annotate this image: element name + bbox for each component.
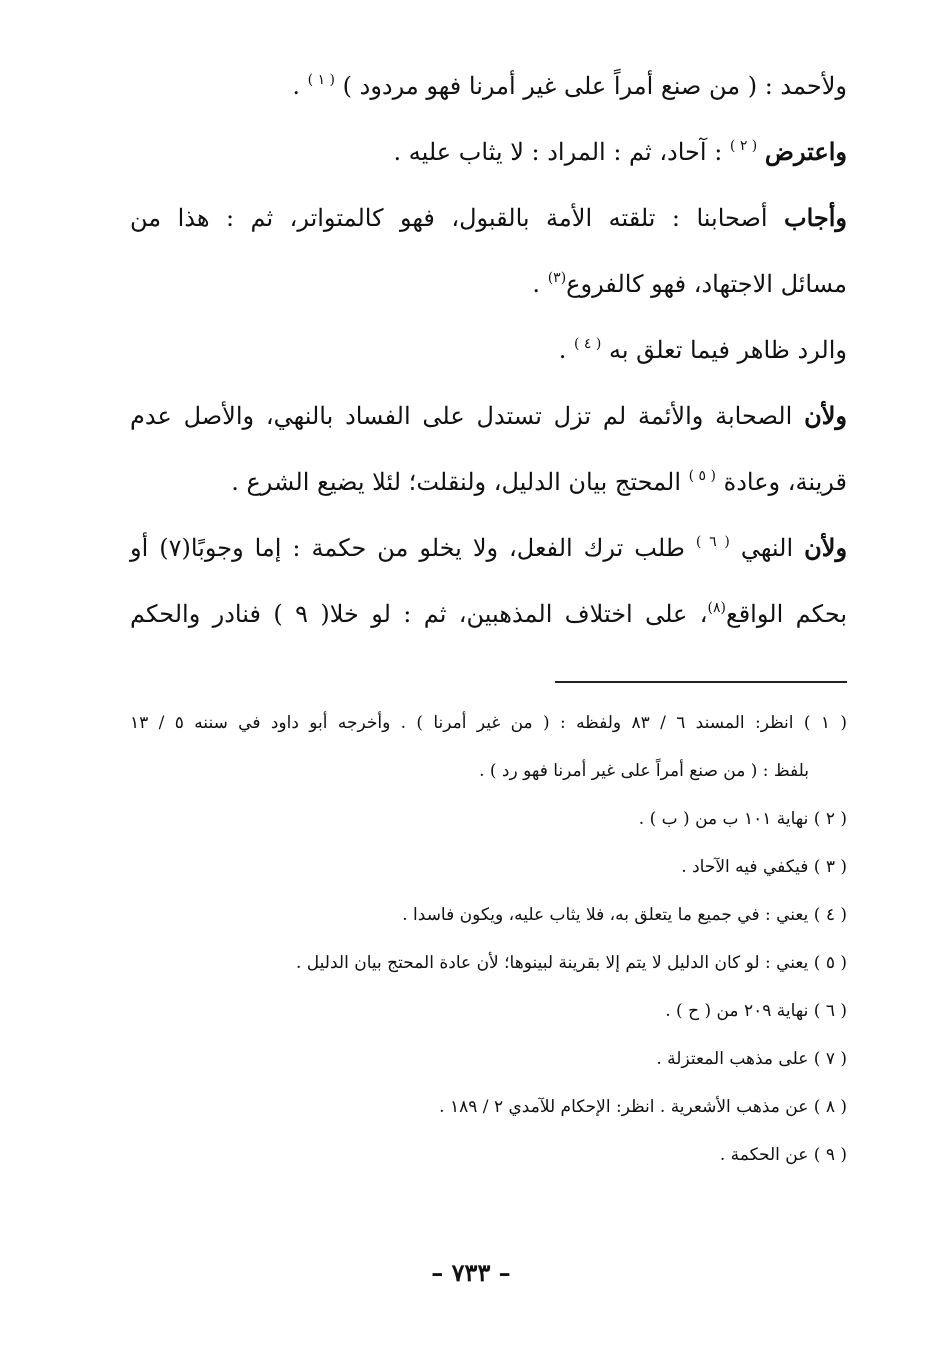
footnote-number: ( ٢ ) (813, 809, 847, 829)
lead-word: ولأن (804, 533, 848, 562)
footnote-text: بلفظ : ( من صنع أمراً على غير أمرنا فهو رد ) . (479, 761, 809, 781)
footnote-ref: ( ٥ ) (688, 468, 716, 484)
footnote-ref: ( ٢ ) (729, 138, 758, 154)
footnote (130, 852, 847, 882)
footnote-text: على مذهب المعتزلة . (656, 1049, 809, 1069)
footnote-ref: ( ٤ ) (574, 336, 602, 352)
line-tail: : آحاد، ثم : المراد : لا يثاب عليه . (393, 138, 730, 166)
text-line (130, 334, 847, 366)
footnote (130, 996, 847, 1026)
text-line (130, 268, 847, 300)
line-tail: . (532, 270, 548, 298)
footnote-text: نهاية ١٠١ ب من ( ب ) . (638, 809, 809, 829)
lead-word: ولأن (804, 401, 848, 430)
footnote (130, 948, 847, 978)
line-text: النهي (729, 534, 805, 562)
footnotes (130, 708, 847, 1188)
line-text: ولأحمد : ( من صنع أمراً على غير أمرنا فهو مردود ) (335, 72, 847, 100)
footnote-number: ( ٤ ) (813, 905, 847, 925)
line-text: أصحابنا : تلقته الأمة بالقبول، فهو كالمتواتر، ثم : هذا من (130, 204, 784, 232)
text-line (130, 136, 847, 168)
footnote-text: يعني : في جميع ما يتعلق به، فلا يثاب عليه، ويكون فاسدا . (402, 905, 809, 925)
footnote-divider (555, 681, 847, 683)
text-line (130, 466, 847, 498)
line-tail: طلب ترك الفعل، ولا يخلو من حكمة : إما وجوبًا(٧) أو (130, 534, 696, 562)
text-line (130, 532, 847, 564)
lead-word: وأجاب (784, 203, 847, 232)
line-text: والرد ظاهر فيما تعلق به (601, 336, 847, 364)
footnote-text: عن مذهب الأشعرية . انظر: الإحكام للآمدي ٢ / ١٨٩ . (439, 1097, 809, 1117)
footnote-number: ( ٩ ) (813, 1145, 847, 1165)
footnote-text: عن الحكمة . (719, 1145, 809, 1165)
footnote (130, 804, 847, 834)
line-tail: المحتج بيان الدليل، ولنقلت؛ لئلا يضيع الشرع . (231, 468, 689, 496)
text-line (130, 400, 847, 432)
footnote-number: ( ١ ) (803, 713, 847, 733)
footnote-number: ( ٨ ) (813, 1097, 847, 1117)
footnote-text: يعني : لو كان الدليل لا يتم إلا بقرينة لبينوها؛ لأن عادة المحتج بيان الدليل . (296, 953, 809, 973)
text-line (130, 70, 847, 102)
line-tail: . (558, 336, 574, 364)
footnote-number: ( ٥ ) (813, 953, 847, 973)
text-line (130, 202, 847, 234)
footnote (130, 1092, 847, 1122)
footnote-number: ( ٦ ) (813, 1001, 847, 1021)
line-text (757, 138, 765, 166)
line-tail: ، على اختلاف المذهبين، ثم : لو خلا( ٩ ) فنادر والحكم (130, 600, 708, 628)
footnote-ref: (٣) (547, 270, 567, 286)
footnote (130, 708, 847, 738)
line-text: الصحابة والأئمة لم تزل تستدل على الفساد بالنهي، والأصل عدم (130, 402, 805, 430)
footnote-number: ( ٣ ) (813, 857, 847, 877)
footnote (130, 1044, 847, 1074)
footnote-ref: ( ١ ) (307, 72, 336, 88)
line-text: قرينة، وعادة (716, 468, 847, 496)
footnote-continuation (130, 756, 847, 786)
footnote-number: ( ٧ ) (813, 1049, 847, 1069)
line-text: بحكم الواقع (725, 600, 847, 628)
footnote-ref: ( ٦ ) (695, 534, 730, 550)
footnote-text: نهاية ٢٠٩ من ( ح ) . (665, 1001, 809, 1021)
footnote (130, 900, 847, 930)
page-number: – ٧٣٣ – (431, 1258, 511, 1287)
footnote (130, 1140, 847, 1170)
line-tail: . (292, 72, 308, 100)
footnote-text: انظر: المسند ٦ / ٨٣ ولفظه : ( من غير أمرنا ) . وأخرجه أبو داود في سننه ٥ / ١٣ (130, 713, 794, 733)
main-text (130, 70, 847, 664)
lead-word: واعترض (764, 137, 847, 166)
text-line (130, 598, 847, 630)
footnote-text: فيكفي فيه الآحاد . (681, 857, 809, 877)
footnote-ref: (٨) (707, 600, 726, 616)
line-text: مسائل الاجتهاد، فهو كالفروع (566, 270, 847, 298)
